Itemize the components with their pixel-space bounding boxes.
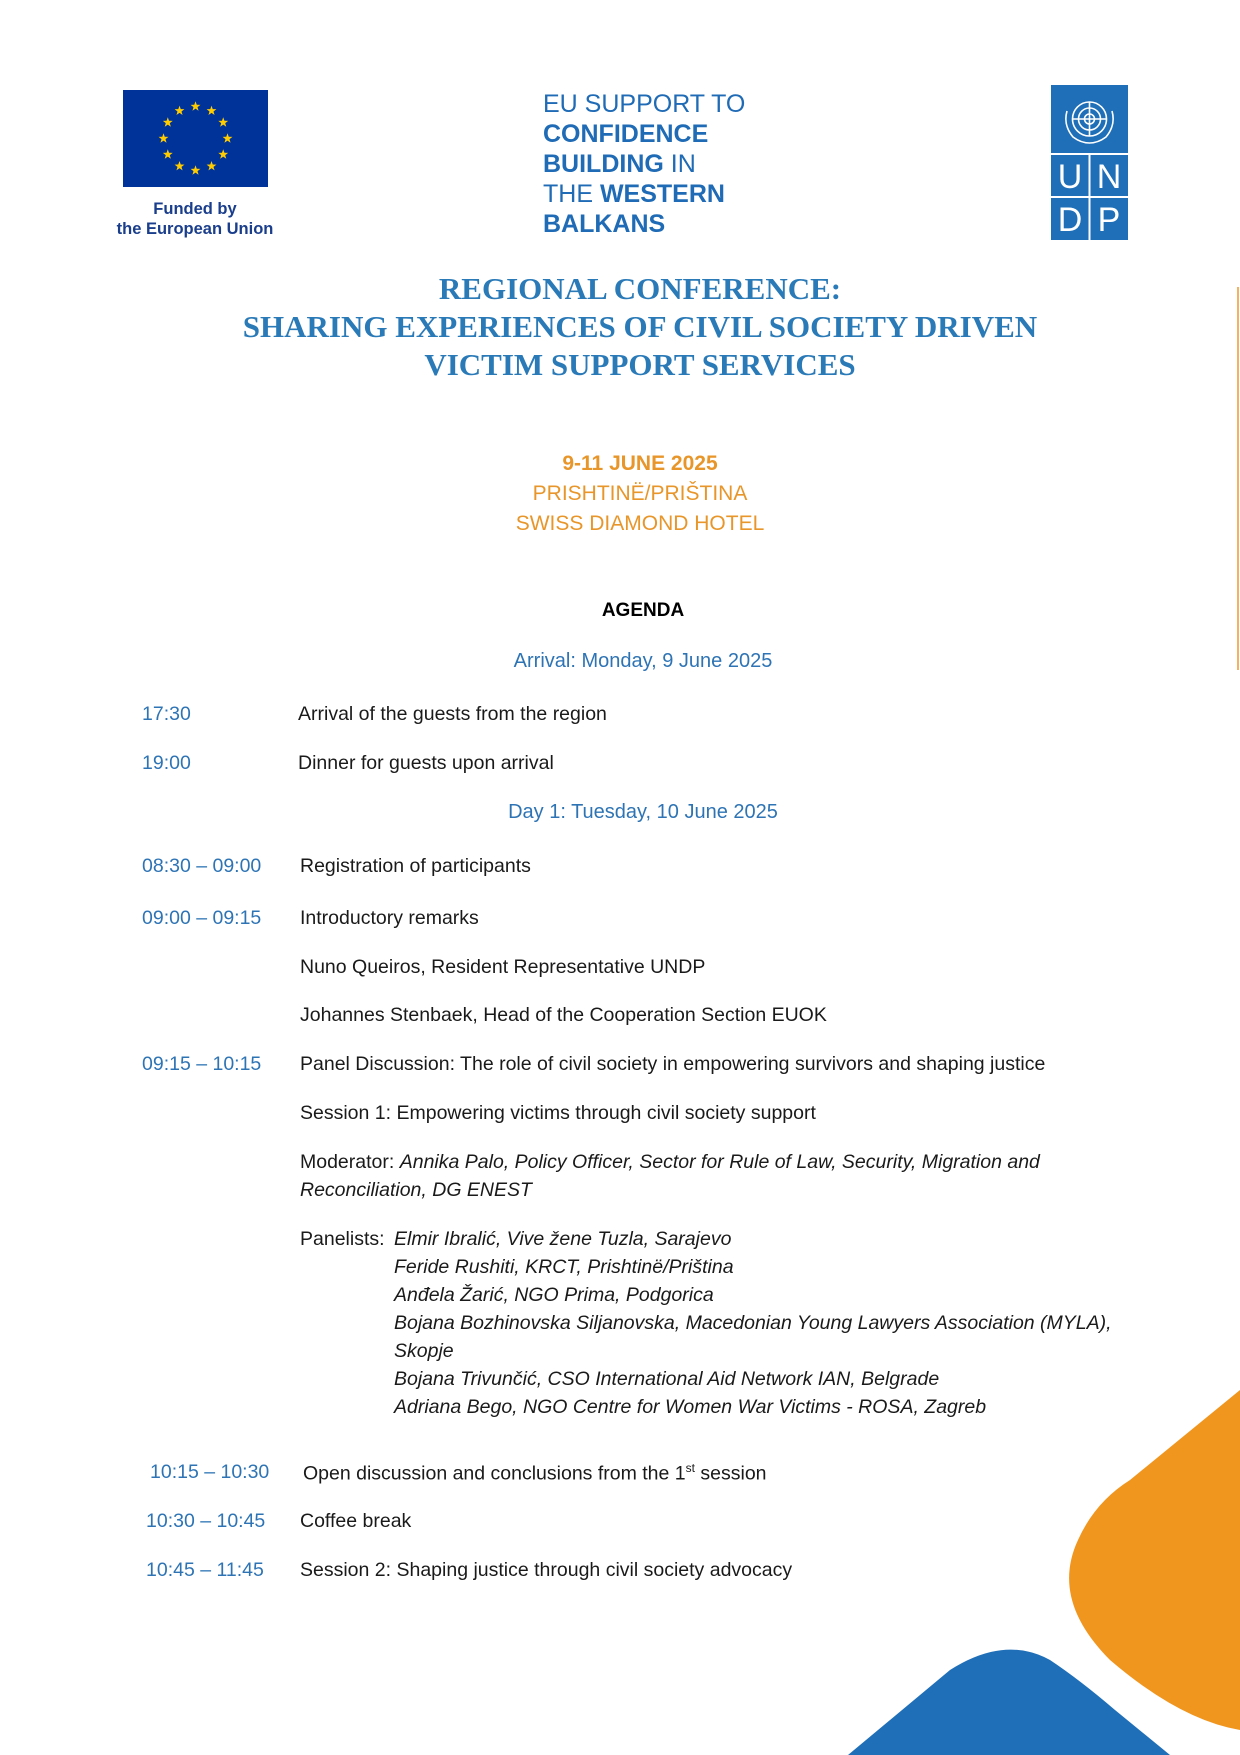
agenda-item: Panel Discussion: The role of civil society in empowering survivors and shaping justice — [300, 1053, 1046, 1075]
conference-title — [0, 270, 1240, 384]
open-sup: st — [685, 1461, 695, 1475]
eu-star-icon — [207, 161, 217, 170]
eu-star-icon — [191, 101, 201, 110]
event-dates: 9-11 JUNE 2025 — [562, 452, 718, 475]
agenda-item: Coffee break — [300, 1510, 412, 1532]
eu-stars-icon — [123, 90, 268, 187]
eu-caption-line1: Funded by — [153, 200, 237, 218]
program-line4-light: THE — [543, 180, 600, 208]
agenda-time: 17:30 — [142, 703, 191, 725]
title-line3: VICTIM SUPPORT SERVICES — [424, 347, 856, 382]
agenda-item: Introductory remarks — [300, 907, 479, 929]
agenda-item: Registration of participants — [300, 855, 531, 877]
agenda-time: 09:00 – 09:15 — [142, 907, 262, 929]
panelist: Bojana Bozhinovska Siljanovska, Macedonian Young Lawyers Association (MYLA), — [394, 1312, 1112, 1334]
program-line1: EU SUPPORT TO — [543, 90, 746, 118]
moderator-block — [300, 1148, 1130, 1204]
moderator-line2: Reconciliation, DG ENEST — [300, 1179, 532, 1201]
undp-letter-u: U — [1057, 158, 1083, 196]
undp-letter-p: P — [1097, 201, 1121, 239]
agenda-time: 10:45 – 11:45 — [146, 1559, 264, 1581]
eu-flag-logo — [123, 90, 268, 187]
eu-star-icon — [163, 117, 173, 126]
speaker: Johannes Stenbaek, Head of the Cooperation Section EUOK — [300, 1004, 827, 1026]
eu-caption-line2: the European Union — [116, 220, 274, 238]
speaker: Nuno Queiros, Resident Representative UNDP — [300, 956, 706, 978]
eu-star-icon — [163, 149, 173, 158]
event-venue: SWISS DIAMOND HOTEL — [515, 512, 765, 535]
panelist: Anđela Žarić, NGO Prima, Podgorica — [394, 1284, 714, 1306]
panelist: Skopje — [394, 1340, 454, 1362]
panelist: Bojana Trivunčić, CSO International Aid Network IAN, Belgrade — [394, 1368, 940, 1390]
event-details — [0, 449, 1240, 539]
panelists-label: Panelists: — [300, 1228, 385, 1250]
open-text-before: Open discussion and conclusions from the 1 — [303, 1462, 686, 1485]
event-city: PRISHTINË/PRIŠTINA — [532, 482, 748, 505]
session1-title — [300, 1102, 816, 1125]
eu-star-icon — [223, 133, 233, 142]
agenda-item: Session 2: Shaping justice through civil society advocacy — [300, 1559, 793, 1581]
eu-funded-caption — [103, 199, 287, 239]
orange-shape — [1069, 1390, 1240, 1730]
program-logo-text — [543, 89, 745, 239]
eu-star-icon — [207, 106, 217, 115]
agenda-time: 10:30 – 10:45 — [146, 1510, 266, 1532]
panelist: Adriana Bego, NGO Centre for Women War Victims - ROSA, Zagreb — [394, 1396, 987, 1418]
eu-star-icon — [191, 165, 201, 174]
session1-text: : Empowering victims through civil society support — [385, 1102, 816, 1124]
agenda-item: Arrival of the guests from the region — [298, 703, 607, 725]
program-line3-light: IN — [663, 150, 696, 178]
undp-letter-n: N — [1096, 158, 1122, 196]
program-line2: CONFIDENCE — [543, 120, 709, 148]
program-line3-bold: BUILDING — [543, 150, 664, 178]
agenda-time: 19:00 — [142, 752, 191, 774]
panelist: Elmir Ibralić, Vive žene Tuzla, Sarajevo — [394, 1228, 732, 1250]
agenda-item — [303, 1461, 767, 1486]
eu-star-icon — [175, 161, 185, 170]
eu-star-icon — [175, 106, 185, 115]
agenda-time: 08:30 – 09:00 — [142, 855, 262, 877]
title-line2: SHARING EXPERIENCES OF CIVIL SOCIETY DRIVEN — [242, 309, 1038, 344]
moderator-line1: Annika Palo, Policy Officer, Sector for Rule of Law, Security, Migration and — [399, 1151, 1040, 1173]
program-line4-bold: WESTERN — [599, 180, 725, 208]
undp-logo — [1051, 85, 1128, 240]
eu-star-icon — [218, 117, 228, 126]
day1-heading: Day 1: Tuesday, 10 June 2025 — [508, 801, 778, 823]
agenda-time: 09:15 – 10:15 — [142, 1053, 262, 1075]
arrival-day-heading: Arrival: Monday, 9 June 2025 — [513, 650, 773, 672]
undp-letter-d: D — [1057, 201, 1083, 239]
open-text-after: session — [694, 1462, 767, 1485]
moderator-label: Moderator: — [300, 1151, 400, 1173]
program-line5: BALKANS — [543, 210, 666, 238]
session1-label: Session 1 — [300, 1102, 386, 1124]
eu-star-icon — [159, 133, 169, 142]
agenda-time: 10:15 – 10:30 — [150, 1461, 270, 1483]
decorative-corner-shapes — [840, 1390, 1240, 1755]
panelist: Feride Rushiti, KRCT, Prishtinë/Priština — [394, 1256, 734, 1278]
title-line1: REGIONAL CONFERENCE: — [438, 271, 842, 306]
agenda-item: Dinner for guests upon arrival — [298, 752, 554, 774]
agenda-heading: AGENDA — [601, 600, 685, 621]
eu-star-icon — [218, 149, 228, 158]
